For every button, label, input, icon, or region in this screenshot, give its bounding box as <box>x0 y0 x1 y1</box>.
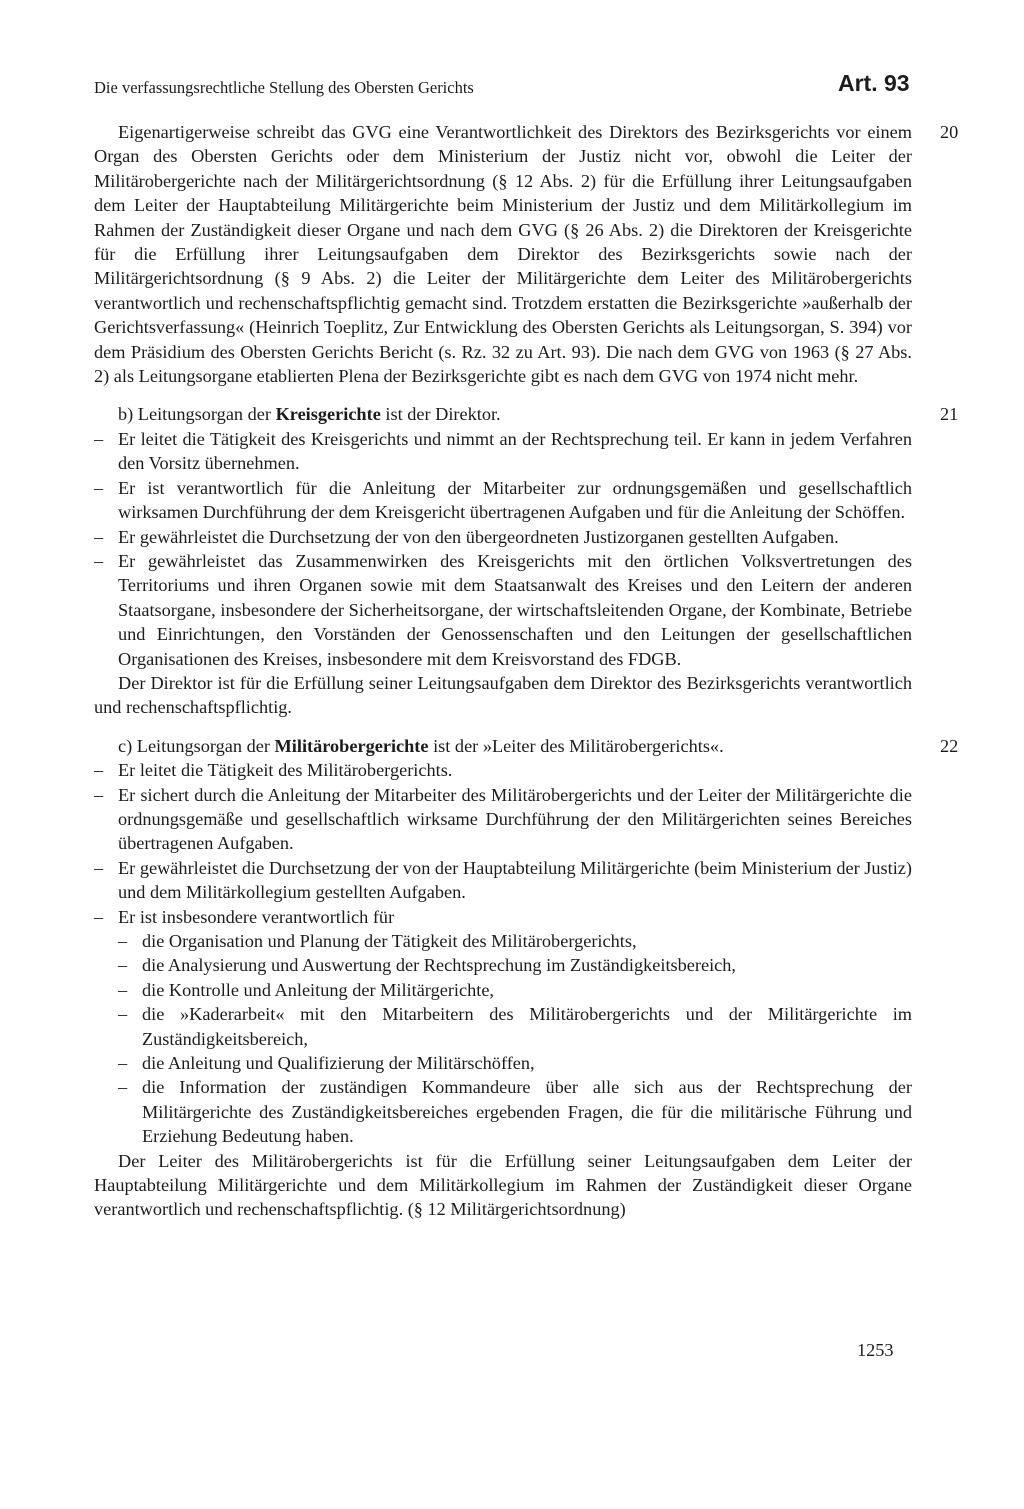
margin-number-22: 22 <box>940 735 959 756</box>
list-item: – Er sichert durch die Anleitung der Mitarbeiter des Militärobergerichts und der Leiter der Militärgerichte die ordnungsgemäße und gesellschaftlich wirksame Durchführung der den Militärgerichten seines Bereiches übertragenen Aufgaben. <box>94 783 912 856</box>
sublist-item: – die Anleitung und Qualifizierung der Militärschöffen, <box>94 1051 912 1075</box>
heading-bold-term: Militärobergerichte <box>274 735 429 756</box>
heading-bold-term: Kreisgerichte <box>275 404 381 425</box>
margin-number-21: 21 <box>940 404 959 425</box>
heading-text: ist der Direktor. <box>380 404 501 425</box>
list-item: – Er gewährleistet das Zusammenwirken des Kreisgerichts mit den örtlichen Volksvertretungen des Territoriums und ihren Organen sowie mit dem Staatsanwalt des Kreises und den Leitern der anderen Staatsorgane, insbesondere der Sicherheitsorgane, der wirtschaftsleitenden Organe, der Kombinate, Betriebe und Einrichtungen, den Vorständen der Genossenschaften und den Leitungen der gesellschaftlichen Organisationen des Kreises, insbesondere mit dem Kreisvorstand des FDGB. <box>94 549 912 671</box>
responsibilities-sublist <box>94 929 912 1149</box>
section-heading-22 <box>118 734 912 758</box>
closing-paragraph-21: Der Direktor ist für die Erfüllung seiner Leitungsaufgaben dem Direktor des Bezirksgerichts verantwortlich und rechenschaftspflichtig. <box>94 672 912 718</box>
sublist-item: – die Organisation und Planung der Tätigkeit des Militärobergerichts, <box>94 929 912 953</box>
article-label: Art. 93 <box>838 70 910 96</box>
section-heading-21 <box>118 402 912 426</box>
section-20 <box>94 120 959 388</box>
list-item: – Er gewährleistet die Durchsetzung der von der Hauptabteilung Militärgerichte (beim Ministerium der Justiz) und dem Militärkollegium gestellten Aufgaben. <box>94 856 912 905</box>
sublist-item: – die »Kaderarbeit« mit den Mitarbeitern des Militärobergerichts und der Militärgerichte im Zuständigkeitsbereich, <box>94 1002 912 1051</box>
paragraph-20: Eigenartigerweise schreibt das GVG eine Verantwortlichkeit des Direktors des Bezirksgerichts vor einem Organ des Obersten Gerichts oder dem Ministerium der Justiz nicht vor, obwohl die Leiter der Militärobergerichte nach der Militärgerichtsordnung (§ 12 Abs. 2) für die Erfüllung ihrer Leitungsaufgaben dem Leiter der Hauptabteilung Militärgerichte beim Ministerium der Justiz und dem Militärkollegium im Rahmen der Zuständigkeit dieser Organe und nach dem GVG (§ 26 Abs. 2) die Direktoren der Kreisgerichte für die Erfüllung ihrer Leitungsaufgaben dem Direktor des Bezirksgerichts sowie nach der Militärgerichtsordnung (§ 9 Abs. 2) die Leiter der Militärgerichte dem Leiter des Militärobergerichts verantwortlich und rechenschaftspflichtig gemacht sind. Trotzdem erstatten die Bezirksgerichte »außerhalb der Gerichtsverfassung« (Heinrich Toeplitz, Zur Entwicklung des Obersten Gerichts als Leitungsorgan, S. 394) vor dem Präsidium des Obersten Gerichts Bericht (s. Rz. 32 zu Art. 93). Die nach dem GVG von 1963 (§ 27 Abs. 2) als Leitungsorgane etablierten Plena der Bezirksgerichte gibt es nach dem GVG von 1974 nicht mehr. <box>94 122 912 387</box>
duties-list-22 <box>94 758 912 1149</box>
list-item-text: Er ist insbesondere verantwortlich für <box>118 906 395 927</box>
sublist-item: – die Information der zuständigen Kommandeure über alle sich aus der Rechtsprechung der Militärgerichte des Zuständigkeitsbereiches ergebenden Fragen, die für die militärische Führung und Erziehung Bedeutung haben. <box>94 1075 912 1148</box>
closing-paragraph-22: Der Leiter des Militärobergerichts ist für die Erfüllung seiner Leitungsaufgaben dem Leiter der Hauptabteilung Militärgerichte und dem Militärkollegium im Rahmen der Zuständigkeit dieser Organe verantwortlich und rechenschaftspflichtig. (§ 12 Militärgerichtsordnung) <box>94 1150 912 1220</box>
heading-text: ist der »Leiter des Militärobergerichts«. <box>428 735 724 756</box>
section-21 <box>94 402 959 719</box>
margin-number-20: 20 <box>940 122 959 142</box>
list-item: – Er ist verantwortlich für die Anleitung der Mitarbeiter zur ordnungsgemäßen und gesellschaftlich wirksamen Durchführung der dem Kreisgericht übertragenen Aufgaben und für die Anleitung der Schöffen. <box>94 476 912 525</box>
sublist-item: – die Kontrolle und Anleitung der Militärgerichte, <box>94 978 912 1002</box>
page-number: 1253 <box>857 1340 894 1360</box>
section-22 <box>94 734 959 1222</box>
list-item: – Er leitet die Tätigkeit des Kreisgerichts und nimmt an der Rechtsprechung teil. Er kann in jedem Verfahren den Vorsitz übernehmen. <box>94 427 912 476</box>
sublist-item: – die Analysierung und Auswertung der Rechtsprechung im Zuständigkeitsbereich, <box>94 953 912 977</box>
running-head: Die verfassungsrechtliche Stellung des Obersten Gerichts <box>94 78 474 97</box>
page-content <box>94 120 959 1222</box>
list-item: – Er gewährleistet die Durchsetzung der von den übergeordneten Justizorganen gestellten Aufgaben. <box>94 525 912 549</box>
list-item <box>94 905 912 1149</box>
list-item: – Er leitet die Tätigkeit des Militärobergerichts. <box>94 758 912 782</box>
heading-text: c) Leitungsorgan der <box>118 735 275 756</box>
duties-list-21 <box>94 427 912 671</box>
heading-text: b) Leitungsorgan der <box>118 404 276 425</box>
